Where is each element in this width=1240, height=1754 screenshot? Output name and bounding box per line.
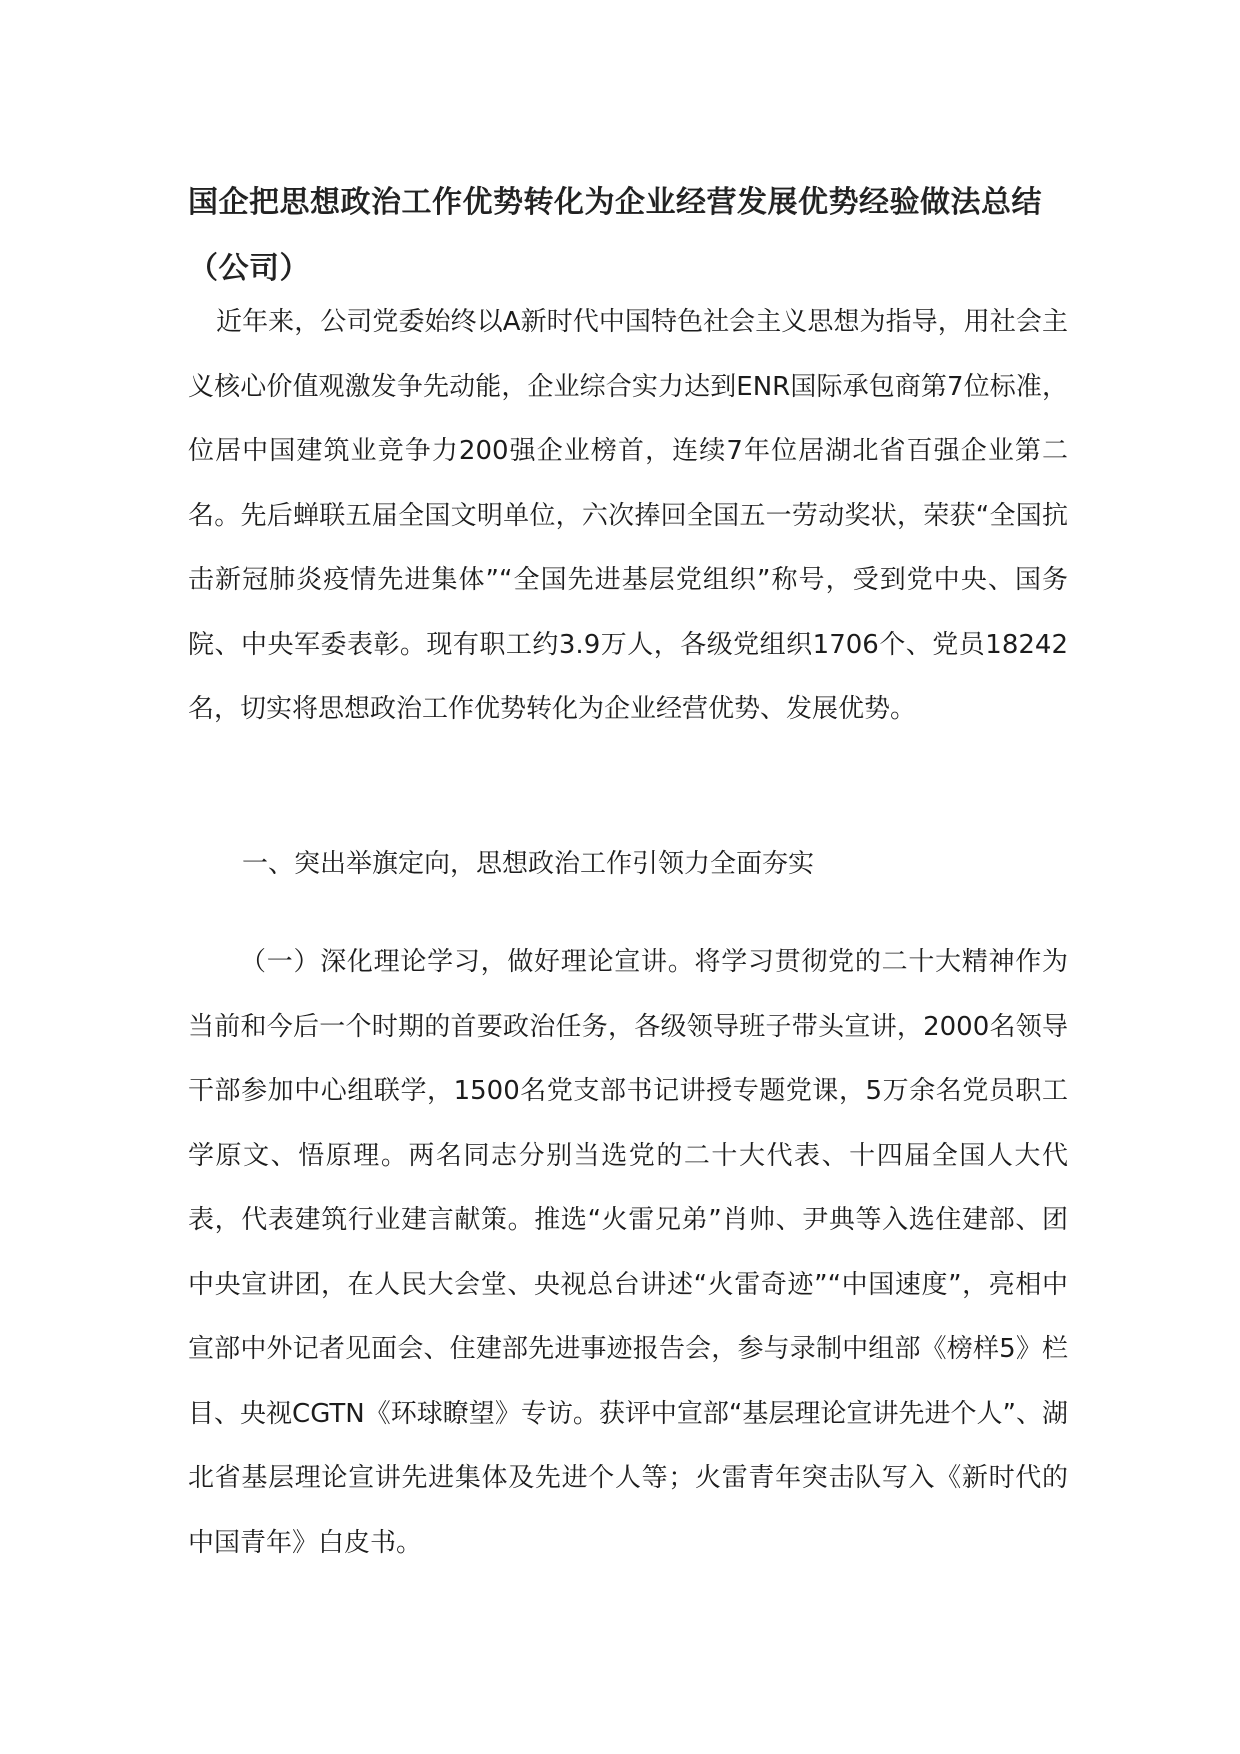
document-title: 国企把思想政治工作优势转化为企业经营发展优势经验做法总结（公司） [188,185,1042,286]
intro-paragraph: 近年来，公司党委始终以A新时代中国特色社会主义思想为指导，用社会主义核心价值观激发争先动能，企业综合实力达到ENR国际承包商第7位标准，位居中国建筑业竞争力200强企业榜首，连续7年位居湖北省百强企业第二名。先后蝉联五届全国文明单位，六次捧回全国五一劳动奖状，荣获“全国抗击新冠肺炎疫情先进集体”“全国先进基层党组织”称号，受到党中央、国务院、中央军委表彰。现有职工约3.9万人，各级党组织1706个、党员18242名，切实将思想政治工作优势转化为企业经营优势、发展优势。 [188,307,1068,724]
subsection-paragraph: （一）深化理论学习，做好理论宣讲。将学习贯彻党的二十大精神作为当前和今后一个时期的首要政治任务，各级领导班子带头宣讲，2000名领导干部参加中心组联学，1500名党支部书记讲授专题党课，5万余名党员职工学原文、悟原理。两名同志分别当选党的二十大代表、十四届全国人大代表，代表建筑行业建言献策。推选“火雷兄弟”肖帅、尹典等入选住建部、团中央宣讲团，在人民大会堂、央视总台讲述“火雷奇迹”“中国速度”，亮相中宣部中外记者见面会、住建部先进事迹报告会，参与录制中组部《榜样5》栏目、央视CGTN《环球瞭望》专访。获评中宣部“基层理论宣讲先进个人”、湖北省基层理论宣讲先进集体及先进个人等；火雷青年突击队写入《新时代的中国青年》白皮书。 [188,947,1068,1558]
section-heading: 一、突出举旗定向，思想政治工作引领力全面夯实 [242,849,815,879]
